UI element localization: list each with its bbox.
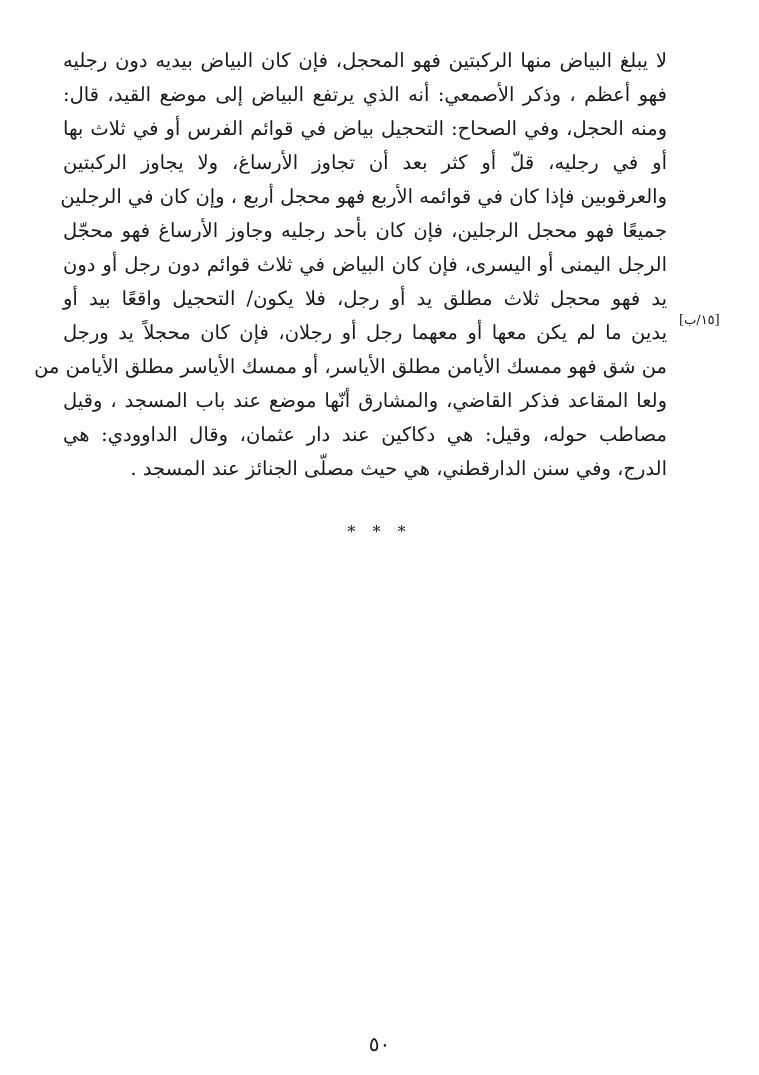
text-line: فهو أعظم ، وذكر الأصمعي: أنه الذي يرتفع البياض إلى موضع القيد، قال: bbox=[63, 83, 667, 106]
text-line: أو في رجليه، قلّ أو كثر بعد أن تجاوز الأرساغ، ولا يجاوز الركبتين bbox=[63, 151, 667, 174]
text-line: يد فهو محجل ثلاث مطلق يد أو رجل، فلا يكون/ التحجيل واقعًا بيد أو bbox=[63, 287, 667, 310]
body-text bbox=[34, 44, 667, 486]
text-line: ولعا المقاعد فذكر القاضي، والمشارق أنّها موضع عند باب المسجد ، وقيل bbox=[63, 389, 667, 412]
text-line: الدرج، وفي سنن الدارقطني، هي حيث مصلّى الجنائز عند المسجد . bbox=[130, 457, 667, 480]
text-line: لا يبلغ البياض منها الركبتين فهو المحجل، فإن كان البياض بيديه دون رجليه bbox=[63, 49, 667, 72]
text-line: الرجل اليمنى أو اليسرى، فإن كان البياض في ثلاث قوائم دون رجل أو دون bbox=[63, 253, 667, 276]
text-line: مصاطب حوله، وقيل: هي دكاكين عند دار عثمان، وقال الداوودي: هي bbox=[63, 423, 667, 446]
section-separator: * * * bbox=[347, 522, 412, 541]
text-line: يدين ما لم يكن معها أو معهما رجل أو رجلان، فإن كان محجلاً يد ورجل bbox=[63, 321, 667, 344]
text-line: جميعًا فهو محجل الرجلين، فإن كان بأحد رجليه وجاوز الأرساغ فهو محجّل bbox=[63, 219, 667, 242]
text-line: والعرقوبين فإذا كان في قوائمه الأربع فهو محجل أربع ، وإن كان في الرجلين bbox=[60, 185, 667, 208]
text-line: من شق فهو ممسك الأيامن مطلق الأياسر، أو ممسك الأياسر مطلق الأيامن من bbox=[34, 355, 667, 378]
text-line: ومنه الحجل، وفي الصحاح: التحجيل بياض في قوائم الفرس أو في ثلاث بها bbox=[63, 117, 667, 140]
page-number: ٥٠ bbox=[368, 1032, 391, 1056]
folio-margin-note: [١٥/ب] bbox=[679, 313, 720, 328]
